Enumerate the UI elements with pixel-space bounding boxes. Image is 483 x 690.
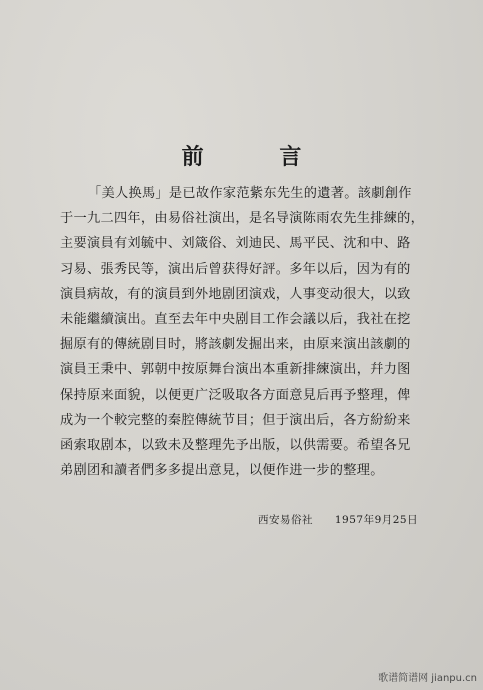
body-line: 保持原来面貌，以便更广泛吸取各方面意見后再予整理，俾 bbox=[60, 387, 411, 403]
signature bbox=[258, 512, 436, 527]
signature-date: 1957年9月25日 bbox=[334, 514, 419, 526]
page-title: 前 言 bbox=[181, 144, 336, 170]
body-line: 函索取剧本，以致未及整理先予出版，以供需要。希望各兄 bbox=[60, 437, 411, 453]
body-line: 未能繼續演出。直至去年中央剧目工作会議以后，我社在挖 bbox=[60, 311, 411, 327]
body-line: 于一九二四年，由易俗社演出，是名导演陈雨农先生排練的， bbox=[60, 211, 425, 227]
body-line: 习易、張秀民等，演出后曾获得好評。多年以后，因为有的 bbox=[60, 261, 411, 277]
body-line: 掘原有的傳統剧目时，將該劇发掘出来，由原来演出該劇的 bbox=[60, 337, 411, 353]
body-line: 主要演員有刘毓中、刘箴俗、刘迪民、馬平民、沈和中、路 bbox=[60, 236, 411, 252]
body-line: 演員病故，有的演員到外地剧团演戏，人事变动很大，以致 bbox=[60, 286, 411, 302]
body-line: 弟剧团和讀者們多多提出意見，以便作进一步的整理。 bbox=[60, 463, 384, 479]
body-line: 「美人换馬」是已故作家范紫东先生的遺著。該劇創作 bbox=[88, 186, 412, 201]
preface-body bbox=[60, 181, 432, 483]
body-line: 演員王秉中、郭朝中按原舞台演出本重新排練演出，幷力图 bbox=[60, 362, 411, 378]
body-line: 成为一个較完整的秦腔傳統节目；但于演出后，各方紛紛来 bbox=[60, 412, 411, 428]
signature-organization: 西安易俗社 bbox=[258, 514, 313, 526]
site-watermark: 歌谱简谱网 jianpu.cn bbox=[378, 673, 477, 684]
